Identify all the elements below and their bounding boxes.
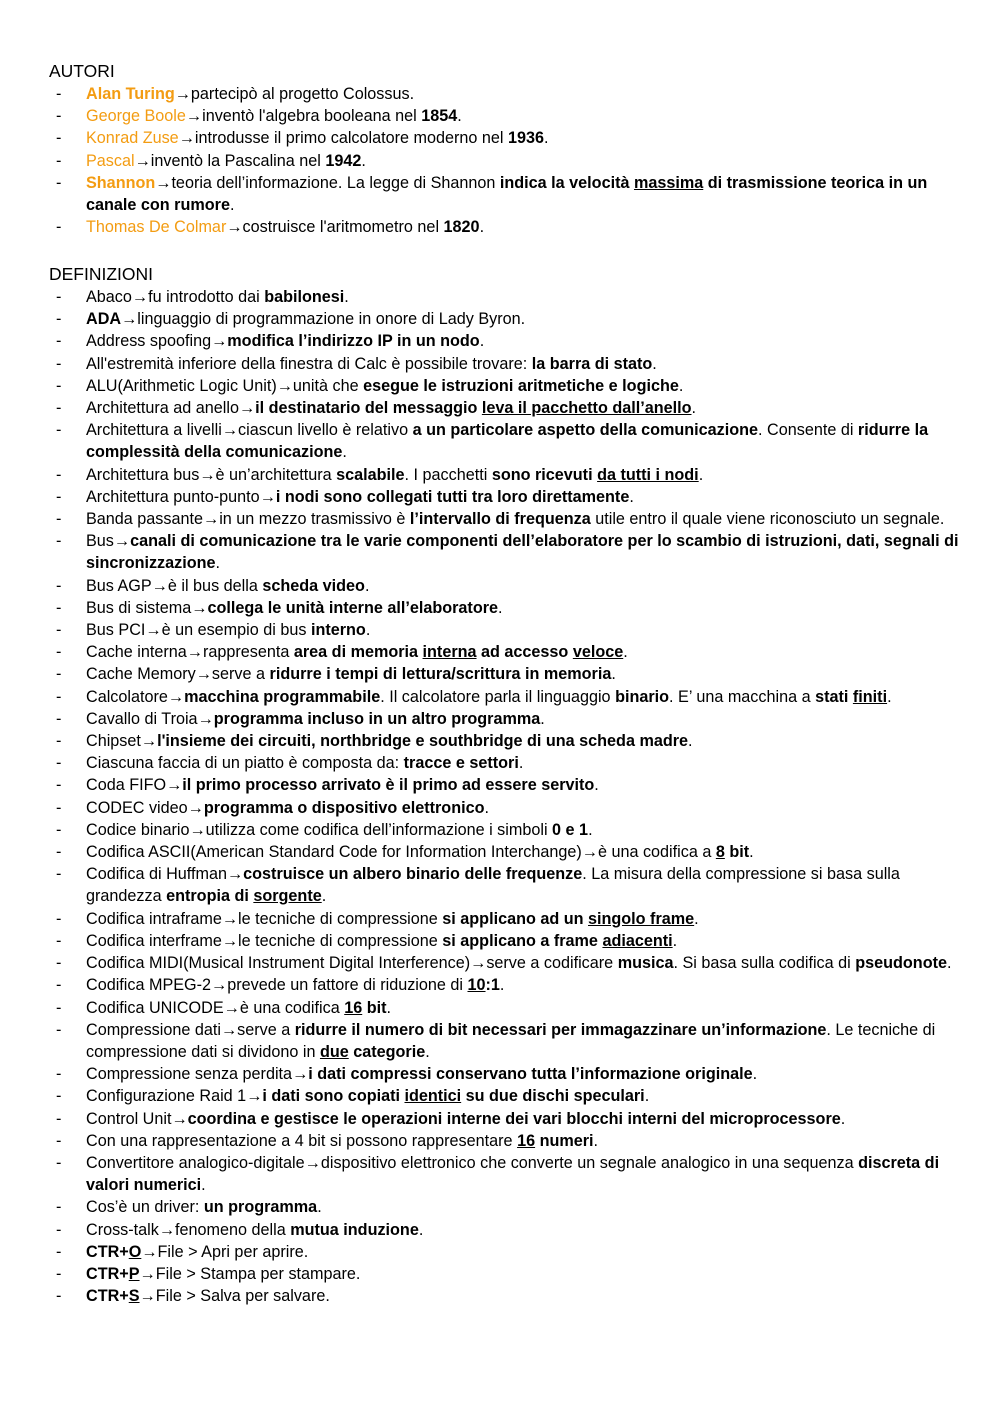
text-segment: musica bbox=[617, 954, 674, 973]
list-item bbox=[49, 286, 969, 308]
text-segment: . bbox=[361, 151, 366, 170]
text-segment: mutua induzione bbox=[290, 1220, 419, 1239]
text-segment: . bbox=[365, 621, 371, 640]
text-segment: →il primo processo arrivato è il primo ad essere servito bbox=[166, 776, 595, 795]
text-segment: . bbox=[544, 129, 549, 148]
text-segment: . bbox=[479, 218, 485, 237]
list-item bbox=[49, 1152, 969, 1196]
text-segment: Codifica UNICODE→è una codifica bbox=[86, 998, 345, 1017]
text-segment: →il destinatario del messaggio bbox=[238, 399, 482, 418]
text-segment: entropia di bbox=[166, 887, 254, 906]
list-item bbox=[49, 1108, 969, 1130]
text-segment: Codifica di Huffman bbox=[86, 865, 227, 884]
list-item bbox=[49, 530, 969, 574]
text-segment: . E’ una macchina a bbox=[669, 687, 816, 706]
text-segment: . bbox=[629, 487, 634, 506]
text-segment: O bbox=[128, 1242, 142, 1261]
list-item bbox=[49, 952, 969, 974]
text-segment: la barra di stato bbox=[531, 354, 653, 373]
text-segment: ALU(Arithmetic Logic Unit)→unità che bbox=[86, 376, 364, 395]
author-name: George Boole bbox=[86, 107, 186, 126]
text-segment: . bbox=[698, 465, 704, 484]
list-item bbox=[49, 841, 969, 863]
text-segment: veloce bbox=[572, 643, 624, 662]
text-segment: Codifica MIDI(Musical Instrument Digital Interference)→serve a codificare bbox=[86, 954, 618, 973]
text-segment: →programma incluso in un altro programma bbox=[197, 709, 541, 728]
text-segment: . bbox=[688, 732, 693, 751]
text-segment: . bbox=[344, 288, 349, 306]
text-segment: Bus di sistema bbox=[86, 598, 192, 617]
text-segment: categorie bbox=[348, 1042, 426, 1061]
text-segment: Compressione dati→serve a bbox=[86, 1020, 295, 1039]
text-segment: →introdusse il primo calcolatore moderno nel bbox=[178, 129, 508, 148]
list-item bbox=[49, 127, 969, 149]
text-segment: →linguaggio di programmazione in onore di Lady Byron. bbox=[121, 310, 526, 329]
text-segment: :1 bbox=[485, 976, 500, 995]
text-segment: Cos’è un driver: bbox=[86, 1198, 204, 1217]
list-item bbox=[49, 216, 969, 238]
text-segment: Abaco→fu introdotto dai bbox=[86, 288, 265, 306]
text-segment: Configurazione Raid 1 bbox=[86, 1087, 247, 1106]
author-name: Shannon bbox=[86, 173, 156, 192]
text-segment: . bbox=[479, 332, 485, 351]
text-segment: 16 bbox=[344, 998, 363, 1017]
text-segment: Architettura bus→è un’architettura bbox=[86, 465, 337, 484]
text-segment: . bbox=[588, 820, 593, 839]
text-segment: . bbox=[611, 665, 616, 684]
list-item bbox=[49, 375, 969, 397]
text-segment: →File > Salva per salvare. bbox=[139, 1287, 330, 1306]
list-item bbox=[49, 1285, 969, 1307]
list-item bbox=[49, 83, 969, 105]
text-segment: area di memoria bbox=[293, 643, 423, 662]
text-segment: . Si basa sulla codifica di bbox=[673, 954, 856, 973]
list-item bbox=[49, 774, 969, 796]
list-item bbox=[49, 1130, 969, 1152]
text-segment: stati bbox=[815, 687, 853, 706]
text-segment: →collega le unità interne all’elaboratore bbox=[191, 598, 499, 617]
list-item bbox=[49, 105, 969, 127]
list-item bbox=[49, 464, 969, 486]
text-segment: pseudonote bbox=[855, 954, 947, 973]
text-segment: CTR+ bbox=[86, 1264, 129, 1283]
text-segment: . bbox=[672, 931, 678, 950]
list-item bbox=[49, 172, 969, 216]
text-segment: . bbox=[386, 998, 391, 1017]
list-item bbox=[49, 974, 969, 996]
list-item bbox=[49, 863, 969, 907]
text-segment: →File > Stampa per stampare. bbox=[139, 1264, 361, 1283]
text-segment: Chipset bbox=[86, 732, 141, 751]
text-segment: . bbox=[499, 976, 505, 995]
text-segment: si applicano ad un bbox=[442, 909, 589, 928]
text-segment: CTR+ bbox=[86, 1242, 129, 1261]
list-item bbox=[49, 1019, 969, 1063]
text-segment: adiacenti bbox=[602, 931, 673, 950]
text-segment: interna bbox=[422, 643, 477, 662]
text-segment: tracce e settori bbox=[403, 754, 519, 773]
text-segment: ad accesso bbox=[476, 643, 573, 662]
text-segment: . bbox=[364, 576, 370, 595]
text-segment: Architettura ad anello bbox=[86, 399, 239, 418]
text-segment: Codifica ASCII(American Standard Code for Information Interchange)→è una codifica a bbox=[86, 843, 716, 862]
text-segment: Bus bbox=[86, 532, 114, 551]
text-segment: scheda video bbox=[262, 576, 365, 595]
text-segment: . bbox=[752, 1065, 758, 1084]
list-item bbox=[49, 641, 969, 663]
text-segment: 1820 bbox=[443, 218, 480, 237]
author-name: Konrad Zuse bbox=[86, 129, 179, 148]
text-segment: singolo frame bbox=[588, 909, 695, 928]
section-autori bbox=[49, 60, 969, 238]
text-segment: →partecipò al progetto Colossus. bbox=[174, 85, 415, 103]
author-name: Thomas De Colmar bbox=[86, 218, 227, 237]
list-item bbox=[49, 686, 969, 708]
text-segment: P bbox=[128, 1264, 140, 1283]
text-segment: numeri bbox=[535, 1131, 594, 1150]
text-segment: . bbox=[540, 709, 545, 728]
text-segment: . bbox=[946, 954, 952, 973]
list-item bbox=[49, 486, 969, 508]
list-item bbox=[49, 1196, 969, 1218]
text-segment: →inventò l'algebra booleana nel bbox=[185, 107, 422, 126]
text-segment: su due dischi speculari bbox=[461, 1087, 645, 1106]
list-item bbox=[49, 752, 969, 774]
list-item bbox=[49, 663, 969, 685]
text-segment: Bus AGP→è il bus della bbox=[86, 576, 263, 595]
text-segment: . bbox=[229, 196, 235, 215]
text-segment: Calcolatore bbox=[86, 687, 168, 706]
list-item bbox=[49, 353, 969, 375]
text-segment: Ciascuna faccia di un piatto è composta da: bbox=[86, 754, 404, 773]
list-item bbox=[49, 930, 969, 952]
text-segment: Codice binario→utilizza come codifica dell’informazione i simboli bbox=[86, 820, 553, 839]
text-segment: ridurre il numero di bit necessari per immagazzinare un’informazione bbox=[294, 1020, 827, 1039]
text-segment: Con una rappresentazione a 4 bit si possono rappresentare bbox=[86, 1131, 518, 1150]
text-segment: . bbox=[678, 376, 684, 395]
text-segment: . bbox=[215, 554, 221, 573]
text-segment: Codifica interframe→le tecniche di compressione bbox=[86, 931, 443, 950]
text-segment: . bbox=[457, 107, 462, 126]
text-segment: binario bbox=[615, 687, 670, 706]
text-segment: 16 bbox=[517, 1131, 536, 1150]
text-segment: Cavallo di Troia bbox=[86, 709, 198, 728]
text-segment: 1854 bbox=[421, 107, 458, 126]
text-segment: indica la velocità bbox=[499, 173, 634, 192]
text-segment: si applicano a frame bbox=[442, 931, 603, 950]
text-segment: finiti bbox=[852, 687, 888, 706]
text-segment: un programma bbox=[203, 1198, 318, 1217]
text-segment: . Il calcolatore parla il linguaggio bbox=[380, 687, 616, 706]
text-segment: . bbox=[425, 1042, 430, 1061]
text-segment: . bbox=[749, 843, 754, 862]
text-segment: All'estremità inferiore della finestra di Calc è possibile trovare: bbox=[86, 354, 532, 373]
text-segment: Address spoofing bbox=[86, 332, 212, 351]
list-item bbox=[49, 619, 969, 641]
section-heading-autori: AUTORI bbox=[49, 61, 115, 81]
list-item bbox=[49, 908, 969, 930]
text-segment: Coda FIFO bbox=[86, 776, 167, 795]
text-segment: . bbox=[652, 354, 657, 373]
text-segment: Cache interna→rappresenta bbox=[86, 643, 294, 662]
text-segment: di trasmissione teorica in un canale con rumore bbox=[86, 173, 928, 215]
text-segment: sono ricevuti bbox=[491, 465, 598, 484]
text-segment: massima bbox=[633, 173, 704, 192]
text-segment: . bbox=[498, 598, 503, 617]
text-segment: babilonesi bbox=[264, 288, 345, 306]
text-segment: . bbox=[694, 909, 699, 928]
text-segment: leva il pacchetto dall’anello bbox=[481, 399, 692, 418]
text-segment: da tutti i nodi bbox=[597, 465, 699, 484]
list-item bbox=[49, 1085, 969, 1107]
text-segment: scalabile bbox=[336, 465, 405, 484]
text-segment: . bbox=[623, 643, 628, 662]
text-segment: →teoria dell’informazione. La legge di Shannon bbox=[155, 173, 500, 192]
text-segment: Cache Memory→serve a bbox=[86, 665, 270, 684]
text-segment: 10 bbox=[467, 976, 486, 995]
list-item bbox=[49, 708, 969, 730]
text-segment: . bbox=[691, 399, 696, 418]
text-segment: →i dati sono copiati bbox=[246, 1087, 405, 1106]
text-segment: Cross-talk→fenomeno della bbox=[86, 1220, 291, 1239]
text-segment: Codifica intraframe→le tecniche di compressione bbox=[86, 909, 443, 928]
text-segment: . bbox=[321, 887, 327, 906]
text-segment: Bus PCI→è un esempio di bus bbox=[86, 621, 311, 640]
list-item bbox=[49, 330, 969, 352]
text-segment: esegue le istruzioni aritmetiche e logiche bbox=[363, 376, 679, 395]
text-segment: . bbox=[593, 1131, 599, 1150]
list-item bbox=[49, 597, 969, 619]
section-heading-definizioni: DEFINIZIONI bbox=[49, 264, 154, 284]
text-segment: →costruisce l'aritmometro nel bbox=[226, 218, 444, 237]
text-segment: . bbox=[317, 1198, 322, 1217]
text-segment: a un particolare aspetto della comunicazione bbox=[412, 421, 759, 440]
text-segment: . I pacchetti bbox=[404, 465, 492, 484]
text-segment: . bbox=[644, 1087, 650, 1106]
list-item bbox=[49, 397, 969, 419]
text-segment: 1942 bbox=[325, 151, 362, 170]
text-segment: . La misura della compressione si basa sulla grandezza bbox=[86, 865, 900, 906]
autori-list bbox=[49, 83, 969, 238]
text-segment: bit bbox=[724, 843, 750, 862]
text-segment: interno bbox=[310, 621, 366, 640]
text-segment: Compressione senza perdita bbox=[86, 1065, 293, 1084]
author-name: Pascal bbox=[86, 151, 135, 170]
list-item bbox=[49, 419, 969, 463]
text-segment: . bbox=[484, 798, 489, 817]
list-item bbox=[49, 1263, 969, 1285]
list-item bbox=[49, 308, 969, 330]
text-segment: utile entro il quale viene riconosciuto un segnale. bbox=[590, 510, 945, 529]
list-item bbox=[49, 997, 969, 1019]
text-segment: CODEC video bbox=[86, 798, 188, 817]
text-segment: ridurre i tempi di lettura/scrittura in memoria bbox=[269, 665, 612, 684]
text-segment: identici bbox=[404, 1087, 462, 1106]
list-item bbox=[49, 508, 969, 530]
list-item bbox=[49, 730, 969, 752]
text-segment: CTR+ bbox=[86, 1287, 129, 1306]
text-segment: →modifica l’indirizzo IP in un nodo bbox=[211, 332, 480, 351]
definizioni-list bbox=[49, 286, 969, 1307]
text-segment: . bbox=[887, 687, 892, 706]
list-item bbox=[49, 1063, 969, 1085]
list-item bbox=[49, 797, 969, 819]
text-segment: . bbox=[201, 1176, 206, 1195]
text-segment: . bbox=[840, 1109, 846, 1128]
text-segment: Convertitore analogico-digitale→dispositivo elettronico che converte un segnale analogico in una sequenza bbox=[86, 1153, 859, 1172]
text-segment: . Consente di bbox=[758, 421, 858, 440]
text-segment: 1936 bbox=[508, 129, 545, 148]
text-segment: . bbox=[342, 443, 347, 462]
text-segment: Control Unit→ bbox=[86, 1109, 188, 1128]
section-definizioni bbox=[49, 263, 969, 1307]
text-segment: sorgente bbox=[253, 887, 322, 906]
text-segment: S bbox=[128, 1287, 140, 1306]
list-item bbox=[49, 575, 969, 597]
text-segment: ADA bbox=[86, 310, 122, 329]
text-segment: →i nodi sono collegati tutti tra loro direttamente bbox=[259, 487, 630, 506]
text-segment: . bbox=[518, 754, 524, 773]
text-segment: l’intervallo di frequenza bbox=[409, 510, 591, 529]
text-segment: 8 bbox=[715, 843, 725, 862]
text-segment: 0 e 1 bbox=[552, 820, 589, 839]
text-segment: Banda passante→in un mezzo trasmissivo è bbox=[86, 510, 410, 529]
text-segment: →programma o dispositivo elettronico bbox=[187, 798, 485, 817]
list-item bbox=[49, 150, 969, 172]
text-segment: ridurre la complessità della comunicazione bbox=[86, 421, 929, 462]
text-segment: →costruisce un albero binario delle frequenze bbox=[226, 865, 583, 884]
author-name: Alan Turing bbox=[86, 85, 175, 103]
text-segment: Architettura punto-punto bbox=[86, 487, 260, 506]
text-segment: Codifica MPEG-2→prevede un fattore di riduzione di bbox=[86, 976, 468, 995]
text-segment: . bbox=[594, 776, 599, 795]
text-segment: →inventò la Pascalina nel bbox=[134, 151, 326, 170]
text-segment: Architettura a livelli→ciascun livello è relativo bbox=[86, 421, 413, 440]
text-segment: coordina e gestisce le operazioni interne dei vari blocchi interni del microprocessore bbox=[187, 1109, 841, 1128]
text-segment: →l'insieme dei circuiti, northbridge e southbridge di una scheda madre bbox=[140, 732, 689, 751]
text-segment: due bbox=[319, 1042, 349, 1061]
text-segment: →i dati compressi conservano tutta l’informazione originale bbox=[292, 1065, 753, 1084]
text-segment: . bbox=[418, 1220, 424, 1239]
text-segment: →macchina programmabile bbox=[167, 687, 381, 706]
text-segment: . Le tecniche di compressione dati si dividono in bbox=[86, 1020, 936, 1061]
list-item bbox=[49, 1241, 969, 1263]
text-segment: bit bbox=[362, 998, 387, 1017]
text-segment: →canali di comunicazione tra le varie componenti dell’elaboratore per lo scambio di istruzioni, dati, segnali di sincronizzazione bbox=[86, 532, 959, 573]
text-segment: →File > Apri per aprire. bbox=[141, 1242, 309, 1261]
list-item bbox=[49, 819, 969, 841]
list-item bbox=[49, 1219, 969, 1241]
text-segment: discreta di valori numerici bbox=[86, 1153, 940, 1195]
